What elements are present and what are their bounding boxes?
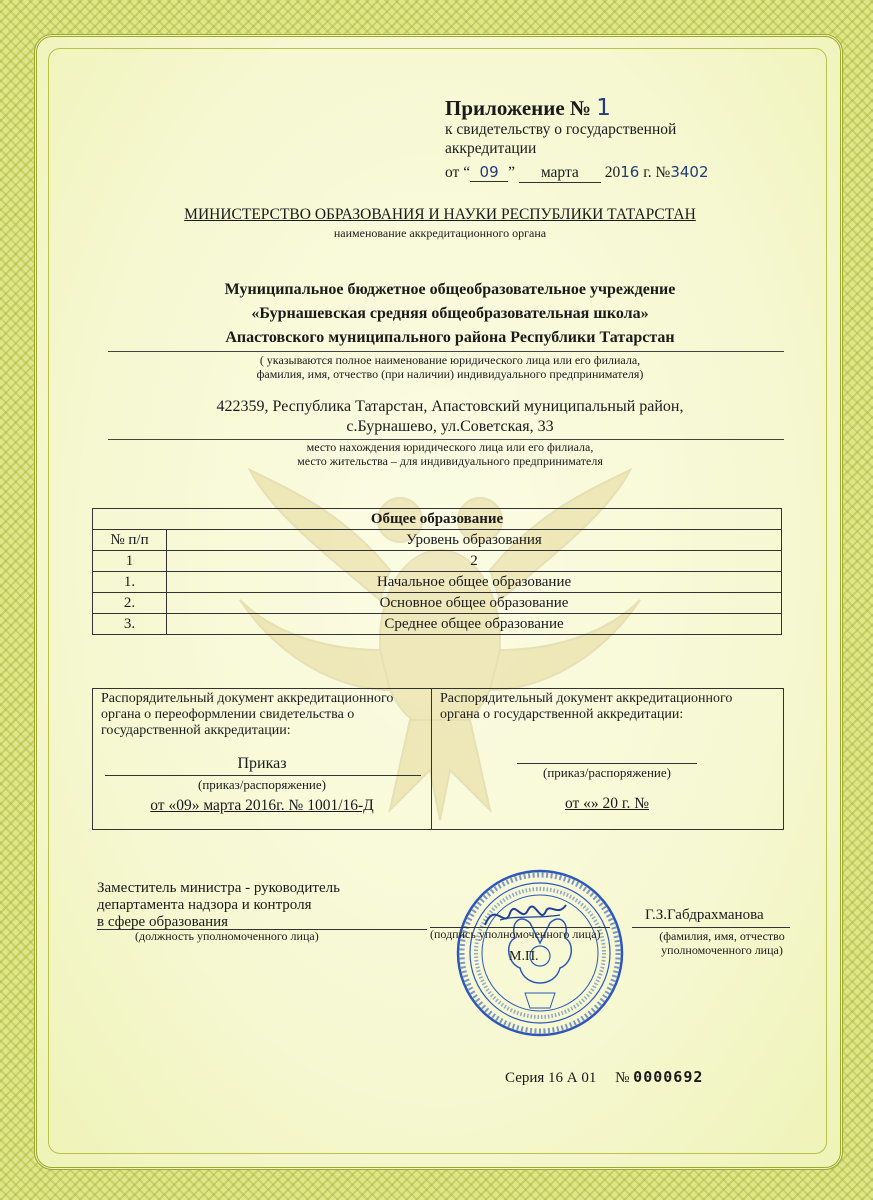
education-levels-table (92, 508, 782, 635)
appendix-subtitle-line2: аккредитации (445, 140, 537, 157)
seal-place-label: М.П. (509, 949, 539, 964)
signature-caption: (подпись уполномоченного лица) (430, 927, 601, 941)
table-cell: 2. (93, 593, 167, 614)
position-line3: в сфере образования (97, 914, 229, 930)
organization-name-line3: Апастовского муниципального района Республики Татарстан (225, 329, 675, 346)
authority-caption: наименование аккредитационного органа (333, 226, 547, 240)
table-cell: 2 (167, 551, 782, 572)
table-title: Общее образование (93, 509, 782, 530)
appendix-date-line: от “ 09 ” марта 2016 г. №3402 (445, 163, 709, 181)
table-row (93, 572, 782, 593)
position-line1: Заместитель министра - руководитель (97, 880, 340, 896)
organization-name-line2: «Бурнашевская средняя общеобразовательная школа» (251, 305, 649, 322)
organization-name-line1: Муниципальное бюджетное общеобразовательное учреждение (224, 281, 676, 298)
official-seal-stamp (455, 868, 625, 1038)
reissue-document-type: Приказ (237, 755, 287, 772)
appendix-month: марта (519, 164, 601, 183)
position-caption: (должность уполномоченного лица) (135, 929, 319, 943)
reissue-document-date: от «09» марта 2016г. № 1001/16-Д (150, 797, 374, 814)
name-caption-line1: (фамилия, имя, отчество (659, 929, 785, 943)
reissue-document-header: Распорядительный документ аккредитационного органа о переоформлении свидетельства о государственной аккредитации: (101, 691, 394, 738)
accreditation-type-caption: (приказ/распоряжение) (543, 765, 671, 780)
accreditation-document-date: от «» 20 г. № (564, 795, 650, 812)
appendix-subtitle-line1: к свидетельству о государственной (445, 121, 677, 138)
table-header-row (93, 530, 782, 551)
appendix-title: Приложение № 1 (445, 95, 611, 121)
serial-label: Серия 16 А 01 (505, 1070, 597, 1086)
table-row (93, 593, 782, 614)
appendix-doc-number: 3402 (670, 163, 709, 181)
accreditation-type-underline (517, 763, 697, 764)
reissue-type-underline (105, 775, 421, 776)
table-cell: Основное общее образование (167, 593, 782, 614)
table-cell: 3. (93, 614, 167, 635)
table-cell: 1 (93, 551, 167, 572)
address-line2: с.Бурнашево, ул.Советская, 33 (346, 418, 554, 435)
organization-underline (108, 351, 784, 352)
reissue-document-column (93, 689, 432, 829)
reissue-type-caption: (приказ/распоряжение) (198, 777, 326, 792)
position-line2: департамента надзора и контроля (97, 897, 312, 913)
table-row (93, 614, 782, 635)
address-caption-line2: место жительства – для индивидуального предпринимателя (297, 454, 603, 468)
address-line1: 422359, Республика Татарстан, Апастовский муниципальный район, (216, 398, 684, 415)
organization-caption-line2: фамилия, имя, отчество (при наличии) индивидуального предпринимателя) (256, 367, 644, 381)
table-column-numbers-row (93, 551, 782, 572)
column-header-level: Уровень образования (167, 530, 782, 551)
appendix-number: 1 (596, 95, 611, 121)
name-underline (632, 927, 790, 928)
signatory-position (97, 880, 340, 931)
serial-number-label: № (615, 1070, 630, 1086)
table-cell: 1. (93, 572, 167, 593)
accreditation-document-column (432, 689, 783, 829)
table-cell: Начальное общее образование (167, 572, 782, 593)
name-caption-line2: уполномоченного лица) (661, 943, 783, 957)
table-cell: Среднее общее образование (167, 614, 782, 635)
appendix-year: 16 (620, 163, 640, 181)
serial-number: 0000692 (633, 1068, 704, 1086)
form-serial (505, 1068, 703, 1087)
accreditation-document-header: Распорядительный документ аккредитационного органа о государственной аккредитации: (440, 691, 733, 722)
appendix-day: 09 (470, 163, 508, 182)
column-header-number: № п/п (93, 530, 167, 551)
signatory-name: Г.З.Габдрахманова (645, 907, 764, 923)
accreditation-authority-name: МИНИСТЕРСТВО ОБРАЗОВАНИЯ И НАУКИ РЕСПУБЛИКИ ТАТАРСТАН (184, 206, 696, 223)
organization-caption-line1: ( указываются полное наименование юридического лица или его филиала, (259, 353, 641, 367)
administrative-documents-box (92, 688, 784, 830)
address-caption-line1: место нахождения юридического лица или его филиала, (306, 440, 594, 454)
